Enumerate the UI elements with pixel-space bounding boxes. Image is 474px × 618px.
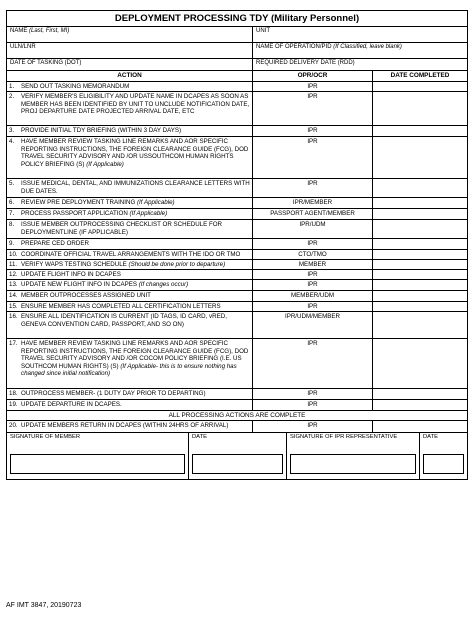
row-number: 3. (9, 127, 15, 134)
row-text (21, 313, 250, 338)
date-completed-cell[interactable] (373, 239, 467, 249)
row-text (21, 240, 250, 249)
opr-cell: MEMBER (253, 260, 373, 269)
member-date-cell (189, 433, 287, 479)
opr-cell: IPR/MEMBER (253, 198, 373, 208)
row-number: 1. (9, 83, 15, 90)
date-completed-cell[interactable] (373, 389, 467, 399)
row-number: 13. (9, 281, 18, 288)
table-row (7, 239, 467, 250)
row-action-text: HAVE MEMBER REVIEW TASKING LINE REMARKS AND AOR SPECIFIC REPORTING INSTRUCTIONS, THE FOREIGN CLEARANCE GUIDE (FCG), DOD TRAVEL SECURITY ADVISORY AND /OR USSOUTHCOM HUMAN RIGHTS POLICY BRIEFING (S) (21, 138, 249, 168)
action-cell (7, 250, 253, 259)
header-row-1 (7, 27, 467, 43)
row-text (21, 127, 250, 136)
table-row (7, 291, 467, 302)
table-row (7, 270, 467, 280)
opr-cell: IPR (253, 179, 373, 197)
row-note: (Should be done prior to departure) (128, 261, 226, 268)
header-row-2 (7, 43, 467, 59)
date-completed-cell[interactable] (373, 220, 467, 238)
opr-cell: CTO/TMO (253, 250, 373, 259)
action-cell (7, 179, 253, 197)
action-cell (7, 312, 253, 338)
rdd-field[interactable] (253, 59, 467, 70)
date-completed-cell[interactable] (373, 198, 467, 208)
date-completed-cell[interactable] (373, 291, 467, 301)
action-cell (7, 280, 253, 290)
action-cell (7, 209, 253, 219)
ipr-signature-cell (287, 433, 420, 479)
ipr-signature-box[interactable] (290, 454, 416, 474)
row-text (21, 83, 250, 91)
form-title: DEPLOYMENT PROCESSING TDY (Military Personnel) (7, 11, 467, 27)
date-completed-cell[interactable] (373, 179, 467, 197)
row-text (21, 303, 250, 311)
ipr-date-box[interactable] (423, 454, 464, 474)
row-action-text: PROVIDE INITIAL TDY BRIEFING (WITHIN 3 DAY DAYS) (21, 127, 182, 134)
opr-cell: PASSPORT AGENT/MEMBER (253, 209, 373, 219)
date-tasking-label: DATE OF TASKING (DOT) (10, 60, 82, 66)
column-headers (7, 71, 467, 82)
row-action-text: COORDINATE OFFICIAL TRAVEL ARRANGEMENTS WITH THE IDO OR TMO (21, 251, 241, 258)
opr-cell: IPR (253, 421, 373, 432)
row-text (21, 281, 250, 290)
opr-cell: IPR (253, 92, 373, 125)
rdd-label: REQUIRED DELIVERY DATE (RDD) (256, 60, 355, 66)
row-number: 15. (9, 303, 18, 310)
row-text (21, 138, 250, 178)
action-cell (7, 291, 253, 301)
date-completed-cell[interactable] (373, 339, 467, 388)
opr-cell: MEMBER/UDM (253, 291, 373, 301)
completion-banner: ALL PROCESSING ACTIONS ARE COMPLETE (7, 411, 467, 421)
ipr-date-cell (420, 433, 467, 479)
action-column-header: ACTION (7, 71, 253, 81)
action-cell (7, 400, 253, 410)
row-number: 10. (9, 251, 18, 258)
action-cell (7, 239, 253, 249)
row-note: (If Applicable- this is to ensure nothing has changed since initial notification) (21, 362, 237, 378)
date-completed-column-header: DATE COMPLETED (390, 72, 450, 79)
date-tasking-field[interactable] (7, 59, 253, 70)
action-rows (7, 82, 467, 411)
table-row (7, 260, 467, 270)
opr-cell: IPR (253, 339, 373, 388)
opr-cell: IPR (253, 389, 373, 399)
date-completed-cell[interactable] (373, 421, 467, 432)
opr-cell: IPR (253, 270, 373, 279)
ipr-signature-label: SIGNATURE OF IPR REPRESENTATIVE (290, 434, 398, 440)
table-row (7, 198, 467, 209)
row-number: 5. (9, 180, 15, 187)
date-completed-cell[interactable] (373, 280, 467, 290)
operation-field[interactable] (253, 43, 467, 58)
member-date-label: DATE (192, 434, 208, 440)
row-text (21, 401, 250, 410)
row-number: 2. (9, 93, 15, 100)
date-completed-cell[interactable] (373, 137, 467, 178)
table-row (7, 92, 467, 126)
action-cell (7, 126, 253, 136)
action-cell (7, 82, 253, 91)
date-completed-cell[interactable] (373, 82, 467, 91)
opr-cell: IPR (253, 302, 373, 311)
date-completed-cell[interactable] (373, 270, 467, 279)
row-action-text: VERIFY MEMBER'S ELIGIBILITY AND UPDATE NAME IN DCAPES AS SOON AS MEMBER HAS BEEN IDENTIFIED BY UNIT TO UNCLUDE NOTIFICATION DATE, PROJ DEPARTURE DATE PROJECTED ARRIVAL DATE, ETC (21, 93, 250, 116)
action-cell (7, 92, 253, 125)
row-action-text: ISSUE MEDICAL, DENTAL, AND IMMUNIZATIONS CLEARANCE LETTERS WITH DUE DATES. (21, 180, 250, 195)
row-text (21, 221, 250, 238)
opr-cell: IPR (253, 137, 373, 178)
row-text (21, 340, 250, 388)
row-action-text: UPDATE FLIGHT INFO IN DCAPES (21, 271, 121, 278)
row-note: (If Applicable) (86, 160, 124, 168)
opr-cell: IPR (253, 239, 373, 249)
row-text (21, 93, 250, 125)
row-action-text: UPDATE DEPARTURE IN DCAPES. (21, 401, 122, 408)
opr-cell: IPR (253, 400, 373, 410)
deployment-form (6, 10, 468, 480)
table-row (7, 250, 467, 260)
row-action-text: VERIFY WAPS TESTING SCHEDULE (21, 261, 129, 268)
table-row (7, 400, 467, 411)
row-number: 7. (9, 210, 15, 217)
row-number: 6. (9, 199, 15, 206)
row-number: 20. (9, 422, 18, 429)
table-row (7, 137, 467, 179)
date-completed-cell[interactable] (373, 312, 467, 338)
row-number: 11. (9, 261, 18, 268)
table-row-final (7, 421, 467, 433)
table-row (7, 126, 467, 137)
row-action-text: HAVE MEMBER REVIEW TASKING LINE REMARKS AND AOR SPECIFIC REPORTING INSTRUCTIONS, THE FOREIGN CLEARANCE GUIDE (FCG), DOD TRAVEL SECURITY ADVISORY AND /OR COCOM POLICY BRIEFING (I.E. US SOUTHCOM HUMAN RIGHTS) (S) (21, 340, 249, 370)
row-action-text: SEND OUT TASKING MEMORANDUM (21, 83, 130, 90)
row-action-text: PREPARE CED ORDER (21, 240, 89, 247)
row-action-text: ENSURE ALL IDENTIFICATION IS CURRENT (ID TAGS, ID CARD, vRED, GENEVA CONVENTION CARD, PASSPORT, AND SO ON) (21, 313, 227, 328)
row-number: 18. (9, 390, 18, 397)
date-completed-cell[interactable] (373, 260, 467, 269)
opr-cell: IPR (253, 126, 373, 136)
opr-cell: IPR/UDM/MEMBER (253, 312, 373, 338)
table-row (7, 82, 467, 92)
table-row (7, 220, 467, 239)
action-cell (7, 260, 253, 269)
date-completed-cell[interactable] (373, 92, 467, 125)
member-signature-label: SIGNATURE OF MEMBER (10, 434, 81, 440)
action-cell (7, 137, 253, 178)
date-completed-cell[interactable] (373, 126, 467, 136)
row-text (21, 261, 250, 269)
row-number: 16. (9, 313, 18, 320)
uln-field[interactable] (7, 43, 253, 58)
table-row (7, 280, 467, 291)
date-completed-cell[interactable] (373, 209, 467, 219)
row-action-text: REVIEW PRE DEPLOYMENT TRAINING (21, 199, 137, 206)
row-number: 14. (9, 292, 18, 299)
row-number: 12. (9, 271, 18, 278)
operation-hint: (If Classified, leave blank) (333, 44, 402, 50)
date-completed-cell[interactable] (373, 250, 467, 259)
uln-label: ULN/LNR (10, 44, 36, 50)
row-number: 17. (9, 340, 18, 347)
row-text (21, 199, 250, 208)
action-cell (7, 198, 253, 208)
row-number: 9. (9, 240, 15, 247)
ipr-date-label: DATE (423, 434, 439, 440)
row-action-text: OUTPROCESS MEMBER- (1 DUTY DAY PRIOR TO DEPARTING) (21, 390, 206, 397)
table-row (7, 312, 467, 339)
row-text: UPDATE MEMBERS RETURN IN DCAPES (WITHIN 24HRS OF ARRIVAL) (21, 422, 229, 429)
row-note: (If changes occur) (138, 281, 189, 288)
signature-row (7, 433, 467, 479)
header-row-3 (7, 59, 467, 71)
opr-cell: IPR (253, 280, 373, 290)
row-action-text: ENSURE MEMBER HAS COMPLETED ALL CERTIFICATION LETTERS (21, 303, 221, 310)
row-text (21, 210, 250, 219)
row-action-text: UPDATE NEW FLIGHT INFO IN DCAPES (21, 281, 139, 288)
row-note: (If Applicable) (136, 199, 175, 206)
action-cell (7, 220, 253, 238)
opr-column-header: OPR/OCR (253, 71, 373, 81)
unit-label: UNIT (256, 28, 270, 34)
unit-field[interactable] (253, 27, 467, 42)
action-cell (7, 270, 253, 279)
member-signature-box[interactable] (10, 454, 185, 474)
row-number: 19. (9, 401, 18, 408)
row-number: 8. (9, 221, 15, 228)
action-cell (7, 421, 253, 432)
table-row (7, 179, 467, 198)
name-hint: (Last, First, MI) (29, 28, 70, 34)
action-cell (7, 302, 253, 311)
row-text (21, 251, 250, 259)
opr-cell: IPR/UDM (253, 220, 373, 238)
table-row (7, 209, 467, 220)
row-action-text: MEMBER OUTPROCESSES ASSIGNED UNIT (21, 292, 151, 299)
row-number: 4. (9, 138, 15, 145)
row-text (21, 271, 250, 279)
name-field[interactable] (7, 27, 253, 42)
row-text (21, 180, 250, 197)
date-completed-cell[interactable] (373, 302, 467, 311)
table-row (7, 389, 467, 400)
action-cell (7, 339, 253, 388)
row-text (21, 390, 250, 399)
operation-label: NAME OF OPERATION/PID (256, 44, 334, 50)
table-row (7, 302, 467, 312)
opr-cell: IPR (253, 82, 373, 91)
member-signature-cell (7, 433, 189, 479)
row-action-text: PROCESS PASSPORT APPLICATION (21, 210, 130, 217)
row-note: (If Applicable) (129, 210, 168, 217)
date-completed-cell[interactable] (373, 400, 467, 410)
member-date-box[interactable] (192, 454, 283, 474)
table-row (7, 339, 467, 389)
row-text (21, 292, 250, 301)
name-label: NAME (10, 28, 30, 34)
form-number: AF IMT 3847, 20190723 (6, 602, 82, 609)
row-action-text: ISSUE MEMBER OUTPROCESSING CHECKLIST OR SCHEDULE FOR DEPLOYMENTLINE (IF APPLICABLE) (21, 221, 223, 236)
action-cell (7, 389, 253, 399)
